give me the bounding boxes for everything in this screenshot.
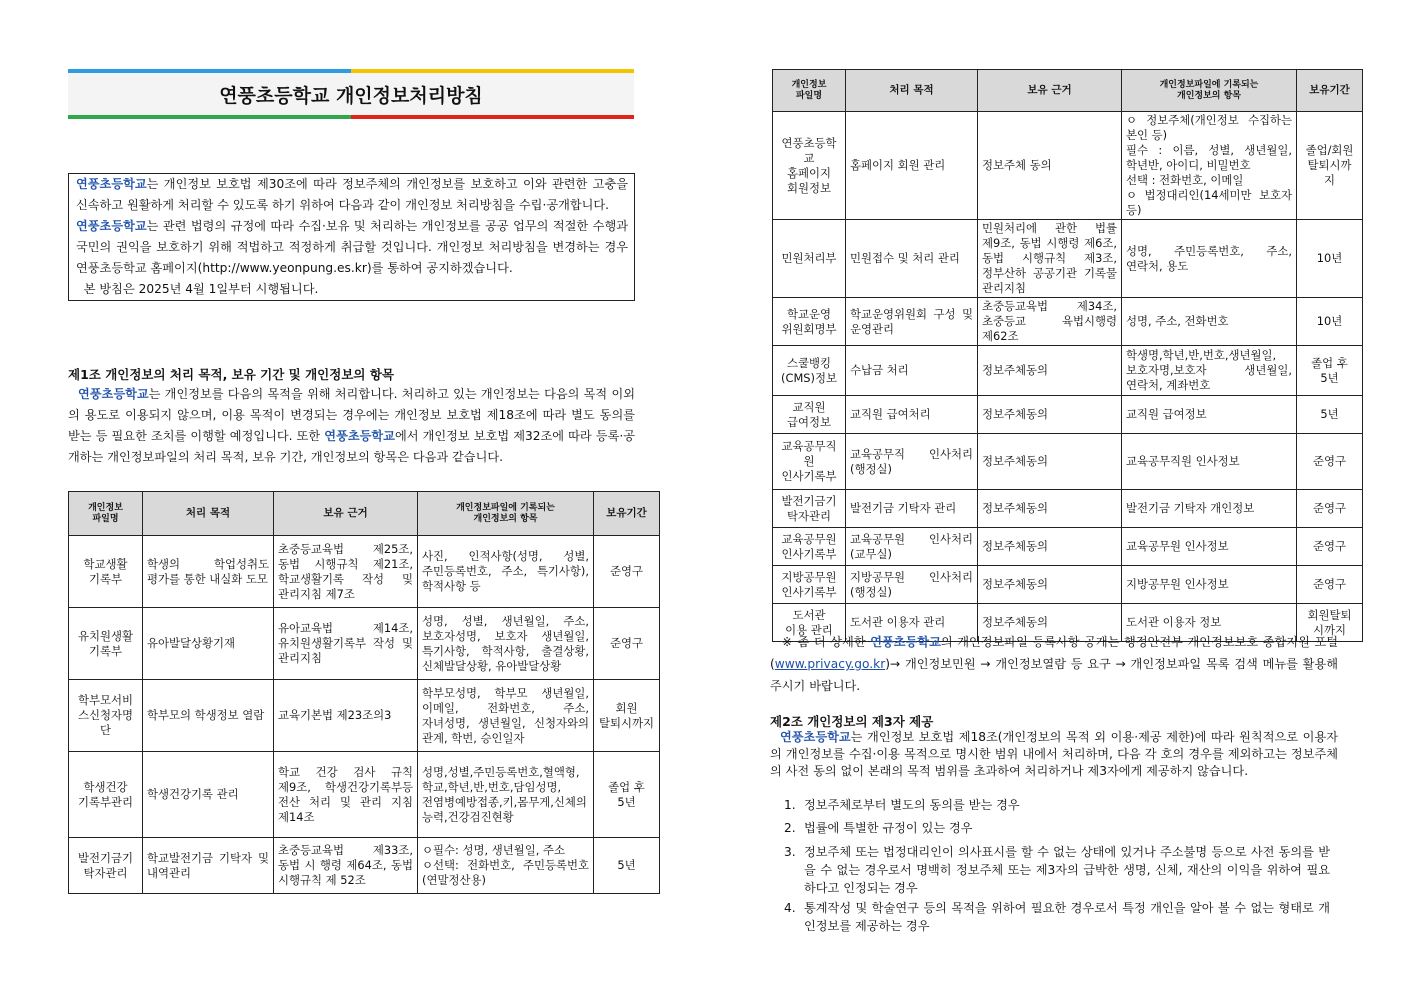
note-prefix: ※ 좀 더 상세한 — [782, 635, 871, 649]
cell-period: 준영구 — [594, 536, 660, 608]
cell-basis: 정보주체동의 — [978, 346, 1122, 396]
cell-file-name: 발전기금기 탁자관리 — [69, 838, 143, 894]
section2-list — [770, 796, 1330, 937]
section1-text-b: 에서 개인정보 보호법 제32조에 따라 등록·공개하는 개인정보파일의 처리 목적, 보유 기간, 개인정보의 항목은 다음과 같습니다. — [68, 429, 635, 464]
cell-items: 성명, 주소, 전화번호 — [1122, 298, 1297, 346]
cell-file-name: 교직원 급여정보 — [773, 396, 846, 434]
title-bottom-bar — [68, 115, 634, 119]
cell-purpose: 학부모의 학생정보 열람 — [143, 680, 274, 752]
section1-paragraph — [68, 384, 635, 468]
intro-box — [68, 173, 635, 301]
cell-items: 도서관 이용자 정보 — [1122, 604, 1297, 642]
table-row — [69, 838, 660, 894]
intro-text-2: 는 관련 법령의 규정에 따라 수집·보유 및 처리하는 개인정보를 공공 업무의 적절한 수행과 국민의 권익을 보호하기 위해 적법하고 적정하게 취급할 것입니다. 개인정보 처리방침을 변경하는 경우 연풍초등학교 홈페이지(http://www.yeonpung.es.kr)를 통하여 공지하겠습니다. — [76, 219, 628, 275]
school-name: 연풍초등학교 — [78, 387, 149, 401]
table-header-row — [69, 492, 660, 536]
table-row — [773, 528, 1363, 566]
header-file: 개인정보 파일명 — [69, 492, 143, 536]
cell-period: 회원 탈퇴시까지 — [594, 680, 660, 752]
cell-period: 졸업/회원 탈퇴시까 지 — [1297, 112, 1363, 220]
cell-basis: 정보주체동의 — [978, 396, 1122, 434]
cell-basis: 유아교육법 제14조, 유치원생활기록부 작성 및 관리지침 — [274, 608, 418, 680]
intro-text-3: 본 방침은 2025년 4월 1일부터 시행됩니다. — [83, 282, 319, 296]
cell-purpose: 지방공무원 인사처리(행정실) — [846, 566, 978, 604]
cell-basis: 정보주체동의 — [978, 434, 1122, 490]
header-file: 개인정보 파일명 — [773, 70, 846, 112]
cell-purpose: 학교발전기금 기탁자 및 내역관리 — [143, 838, 274, 894]
cell-items: 성명,성별,주민등록번호,혈액형,학교,학년,반,번호,담임성명,전염병예방접종,키,몸무게,신체의 능력,건강검진현황 — [418, 752, 594, 838]
list-item — [770, 819, 1330, 837]
cell-purpose: 학생건강기록 관리 — [143, 752, 274, 838]
cell-purpose: 도서관 이용자 관리 — [846, 604, 978, 642]
file-table-left — [68, 491, 660, 894]
section1-title: 제1조 개인정보의 처리 목적, 보유 기간 및 개인정보의 항목 — [68, 367, 394, 382]
cell-period: 준영구 — [1297, 434, 1363, 490]
cell-period: 졸업 후 5년 — [594, 752, 660, 838]
header-items: 개인정보파일에 기록되는 개인정보의 항목 — [1122, 70, 1297, 112]
list-item-number: 3. — [784, 845, 796, 859]
section1-text-a: 는 개인정보를 다음의 목적을 위해 처리합니다. 처리하고 있는 개인정보는 다음의 목적 이외의 용도로 이용되지 않으며, 이용 목적이 변경되는 경우에는 개인정보 보호법 제18조에 따라 별도 동의를 받는 등 필요한 조치를 이행할 예정입니다. 또한 — [68, 387, 635, 443]
cell-basis: 정보주체동의 — [978, 566, 1122, 604]
cell-purpose: 교직원 급여처리 — [846, 396, 978, 434]
table-row — [773, 396, 1363, 434]
cell-period: 준영구 — [1297, 566, 1363, 604]
header-purpose: 처리 목적 — [143, 492, 274, 536]
cell-purpose: 학생의 학업성취도 평가를 통한 내실화 도모 — [143, 536, 274, 608]
cell-purpose: 학교운영위원회 구성 및 운영관리 — [846, 298, 978, 346]
list-item-number: 2. — [784, 821, 796, 835]
section2-text: 는 개인정보 보호법 제18조(개인정보의 목적 외 이용·제공 제한)에 따라 원칙적으로 이용자의 개인정보를 수집·이용 목적으로 명시한 범위 내에서 처리하며, 다음 각 호의 경우를 제외하고는 정보주체의 사전 동의 없이 본래의 목적 범위를 초과하여 처리하거나 제3자에게 제공하지 않습니다. — [770, 730, 1338, 778]
cell-purpose: 홈페이지 회원 관리 — [846, 112, 978, 220]
cell-file-name: 도서관 이용 관리 — [773, 604, 846, 642]
cell-period: 준영구 — [594, 608, 660, 680]
list-item-number: 1. — [784, 798, 796, 812]
cell-items: 교직원 급여정보 — [1122, 396, 1297, 434]
header-basis: 보유 근거 — [978, 70, 1122, 112]
cell-file-name: 지방공무원 인사기록부 — [773, 566, 846, 604]
table-row — [69, 608, 660, 680]
cell-items: 교육공무직원 인사정보 — [1122, 434, 1297, 490]
table-row — [773, 112, 1363, 220]
table-row — [69, 536, 660, 608]
cell-period: 준영구 — [1297, 528, 1363, 566]
list-item-text: 법률에 특별한 규정이 있는 경우 — [804, 821, 973, 835]
school-name: 연풍초등학교 — [324, 429, 395, 443]
cell-basis: 정보주체 동의 — [978, 112, 1122, 220]
header-items: 개인정보파일에 기록되는 개인정보의 항목 — [418, 492, 594, 536]
list-item — [770, 899, 1330, 935]
section2-title: 제2조 개인정보의 제3자 제공 — [770, 714, 934, 729]
note-middle: 의 개인정보파일 등록사항 공개는 행정안전부 개인정보보호 종합지원 포털( — [770, 635, 1338, 671]
cell-items: 발전기금 기탁자 개인정보 — [1122, 490, 1297, 528]
cell-file-name: 민원처리부 — [773, 220, 846, 298]
cell-file-name: 발전기금기 탁자관리 — [773, 490, 846, 528]
header-period: 보유기간 — [1297, 70, 1363, 112]
table-row — [773, 298, 1363, 346]
cell-file-name: 학생건강 기록부관리 — [69, 752, 143, 838]
list-item-number: 4. — [784, 901, 796, 915]
cell-period: 준영구 — [1297, 490, 1363, 528]
cell-items: 성명, 성별, 생년월일, 주소, 보호자성명, 보호자 생년월일, 특기사항, 학적사항, 출결상황, 신체발달상황, 유아발달상황 — [418, 608, 594, 680]
cell-purpose: 교육공무직 인사처리(행정실) — [846, 434, 978, 490]
cell-period: 졸업 후 5년 — [1297, 346, 1363, 396]
table-header-row — [773, 70, 1363, 112]
cell-items: 학부모성명, 학부모 생년월일, 이메일, 전화번호, 주소, 자녀성명, 생년월일, 신청자와의 관계, 학번, 승인일자 — [418, 680, 594, 752]
cell-items: 사진, 인적사항(성명, 성별, 주민등록번호, 주소, 특기사항), 학적사항 등 — [418, 536, 594, 608]
school-name: 연풍초등학교 — [780, 730, 851, 744]
cell-period: 10년 — [1297, 298, 1363, 346]
table-row — [773, 434, 1363, 490]
cell-file-name: 유치원생활 기록부 — [69, 608, 143, 680]
school-name: 연풍초등학교 — [870, 635, 941, 649]
cell-items: 성명, 주민등록번호, 주소, 연락처, 용도 — [1122, 220, 1297, 298]
table-row — [773, 566, 1363, 604]
header-period: 보유기간 — [594, 492, 660, 536]
header-basis: 보유 근거 — [274, 492, 418, 536]
intro-paragraph-1 — [76, 174, 628, 216]
cell-basis: 민원처리에 관한 법률 제9조, 동법 시행령 제6조, 동법 시행규칙 제3조, 정부산하 공공기관 기록물 관리지침 — [978, 220, 1122, 298]
privacy-portal-link[interactable]: www.privacy.go.kr — [774, 657, 886, 671]
section2-paragraph — [770, 729, 1338, 780]
cell-file-name: 연풍초등학교 홈페이지 회원정보 — [773, 112, 846, 220]
file-table-right — [772, 69, 1363, 642]
school-name: 연풍초등학교 — [76, 177, 147, 191]
cell-file-name: 교육공무직 원 인사기록부 — [773, 434, 846, 490]
intro-text-1: 는 개인정보 보호법 제30조에 따라 정보주체의 개인정보를 보호하고 이와 관련한 고충을 신속하고 원활하게 처리할 수 있도록 하기 위하여 다음과 같이 개인정보 처리방침을 수립·공개합니다. — [76, 177, 628, 212]
note-suffix: )→ 개인정보민원 → 개인정보열람 등 요구 → 개인정보파일 목록 검색 메뉴를 활용해 주시기 바랍니다. — [770, 657, 1338, 693]
table-row — [69, 752, 660, 838]
cell-basis: 정보주체동의 — [978, 528, 1122, 566]
cell-items: 교육공무원 인사정보 — [1122, 528, 1297, 566]
cell-basis: 정보주체동의 — [978, 490, 1122, 528]
cell-basis: 교육기본법 제23조의3 — [274, 680, 418, 752]
page-title: 연풍초등학교 개인정보처리방침 — [68, 73, 634, 115]
table-row — [69, 680, 660, 752]
cell-items: ㅇ필수: 성명, 생년월일, 주소 ㅇ선택: 전화번호, 주민등록번호(연말정산용) — [418, 838, 594, 894]
header-purpose: 처리 목적 — [846, 70, 978, 112]
school-name: 연풍초등학교 — [76, 219, 147, 233]
list-item-text: 통계작성 및 학술연구 등의 목적을 위하여 필요한 경우로서 특정 개인을 알아 볼 수 없는 형태로 개인정보를 제공하는 경우 — [804, 901, 1330, 933]
intro-paragraph-2 — [76, 216, 628, 279]
cell-items: ㅇ 정보주체(개인정보 수집하는 본인 등) 필수 : 이름, 성별, 생년월일, 학년반, 아이디, 비밀번호 선택 : 전화번호, 이메일 ㅇ 법정대리인(14세미만 보호자 등) — [1122, 112, 1297, 220]
list-item — [770, 843, 1330, 897]
cell-file-name: 교육공무원 인사기록부 — [773, 528, 846, 566]
cell-file-name: 스쿨뱅킹 (CMS)정보 — [773, 346, 846, 396]
cell-file-name: 학교운영 위원회명부 — [773, 298, 846, 346]
cell-purpose: 수납금 처리 — [846, 346, 978, 396]
cell-period: 회원탈퇴 시까지 — [1297, 604, 1363, 642]
cell-purpose: 발전기금 기탁자 관리 — [846, 490, 978, 528]
cell-items: 지방공무원 인사정보 — [1122, 566, 1297, 604]
list-item-text: 정보주체로부터 별도의 동의를 받는 경우 — [804, 798, 1020, 812]
cell-basis: 학교 건강 검사 규칙 제9조, 학생건강기록부등 전산 처리 및 관리 지침 제14조 — [274, 752, 418, 838]
list-item-text: 정보주체 또는 법정대리인이 의사표시를 할 수 없는 상태에 있거나 주소불명 등으로 사전 동의를 받을 수 없는 경우로서 명백히 정보주체 또는 제3자의 급박한 생명, 신체, 재산의 이익을 위하여 필요하다고 인정되는 경우 — [804, 845, 1330, 895]
cell-purpose: 민원접수 및 처리 관리 — [846, 220, 978, 298]
table-row — [773, 346, 1363, 396]
cell-period: 10년 — [1297, 220, 1363, 298]
cell-purpose: 유아발달상황기재 — [143, 608, 274, 680]
portal-note — [770, 631, 1338, 697]
cell-purpose: 교육공무원 인사처리(교무실) — [846, 528, 978, 566]
cell-items: 학생명,학년,반,번호,생년월일, 보호자명,보호자 생년월일, 연락처, 계좌번호 — [1122, 346, 1297, 396]
cell-file-name: 학부모서비 스신청자명 단 — [69, 680, 143, 752]
cell-basis: 초중등교육법 제25조, 동법 시행규칙 제21조, 학교생활기록 작성 및 관리지침 제7조 — [274, 536, 418, 608]
list-item — [770, 796, 1330, 814]
cell-period: 5년 — [594, 838, 660, 894]
cell-basis: 정보주체동의 — [978, 604, 1122, 642]
table-row — [773, 220, 1363, 298]
intro-paragraph-3 — [76, 279, 628, 300]
cell-basis: 초중등교육법 제34조, 초중등교 육법시행령 제62조 — [978, 298, 1122, 346]
table-row — [773, 490, 1363, 528]
cell-basis: 초중등교육법 제33조, 동법 시 행령 제64조, 동법 시행규칙 제 52조 — [274, 838, 418, 894]
cell-period: 5년 — [1297, 396, 1363, 434]
cell-file-name: 학교생활 기록부 — [69, 536, 143, 608]
title-banner — [68, 69, 634, 119]
